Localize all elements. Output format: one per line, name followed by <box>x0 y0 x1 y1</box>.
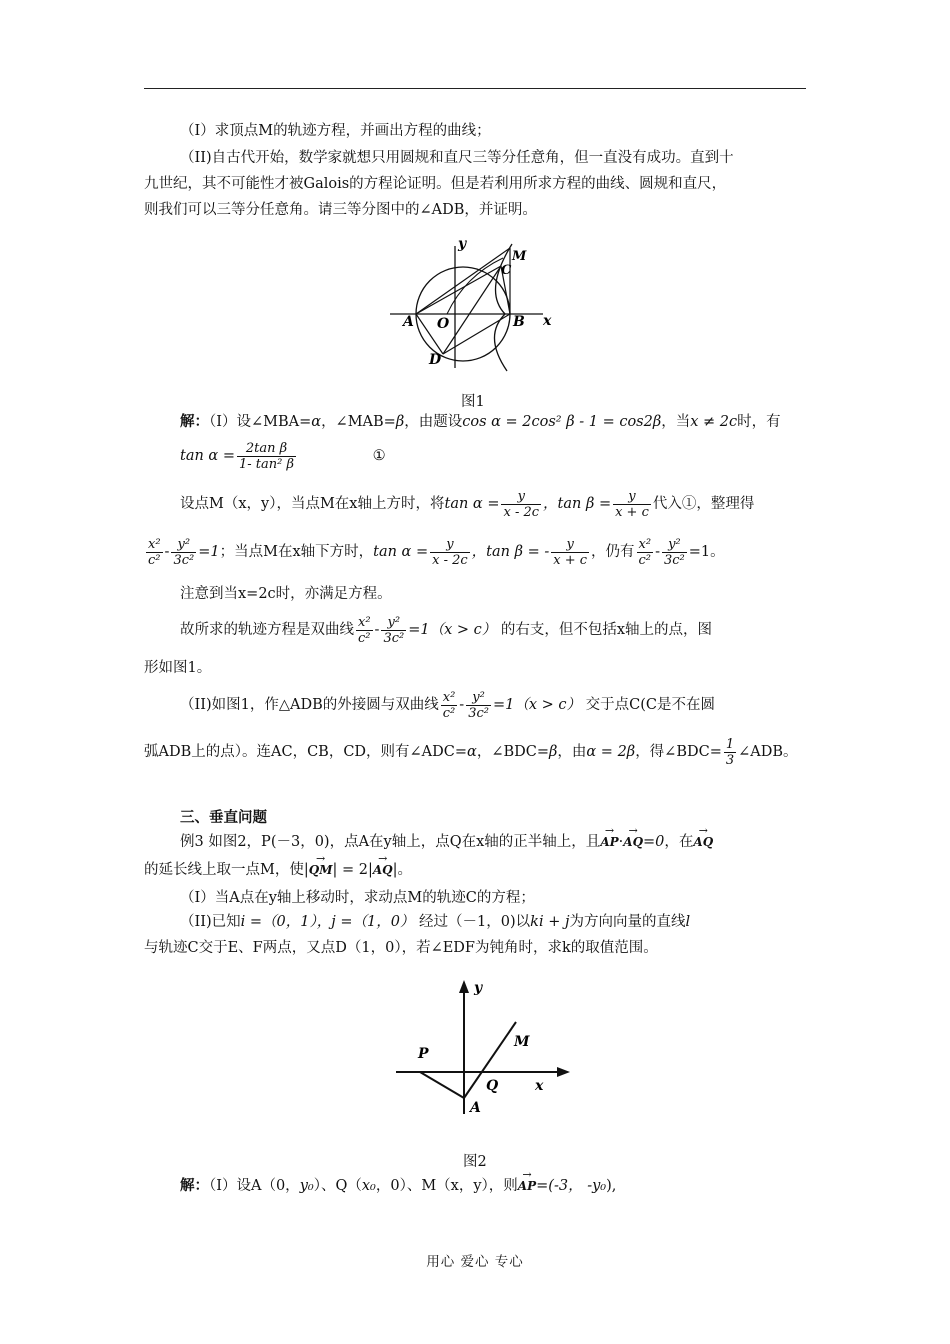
fig2-x-arrow <box>557 1067 570 1077</box>
fig1-label-B: B <box>513 314 525 330</box>
example3-line1: 例3 如图2，P(－3，0)，点A在y轴上，点Q在x轴的正半轴上，且→ AP·→ AQ=0，在→ AQ <box>180 832 713 852</box>
fig2-label-P: P <box>418 1046 429 1062</box>
fig2-label-M: M <box>514 1034 530 1050</box>
solution1-tan-formula: tan α = $\frac{\text{2tan β}}{\text{1- tan² β}}$ ① <box>180 440 386 472</box>
fig1-label-A: A <box>403 314 414 330</box>
section3-title: 三、垂直问题 <box>180 809 267 826</box>
example3-q1: （I）当A点在y轴上移动时，求动点M的轨迹C的方程； <box>180 890 535 906</box>
solution1-line8: （II)如图1，作△ADB的外接圆与双曲线 $\frac{\text{x²}}{\text{c²}}$ - $\frac{\text{y²}}{\text{3c²}}$ =1（x > c） 交于点C(C是不在圆 <box>180 689 715 721</box>
figure1-diagram <box>385 236 565 372</box>
fig1-line-BD <box>443 314 510 354</box>
problem-part2-line1: （II)自古代开始，数学家就想只用圆规和直尺三等分任意角，但一直没有成功。直到十 <box>180 150 734 166</box>
fig2-label-y: y <box>474 980 483 996</box>
figure1-caption: 图1 <box>461 394 485 410</box>
fig2-label-x: x <box>535 1078 544 1094</box>
solution1-line9: 弧ADB上的点）。连AC，CB，CD，则有∠ADC=α，∠BDC=β，由α = 2β，得∠BDC= $\frac{1}{3}$ ∠ADB。 <box>144 736 798 768</box>
header-rule <box>144 88 806 89</box>
solution2-line1: 解：（I）设A（0，y₀）、Q（x₀，0）、M（x，y），则→ AP=(-3， -y₀), <box>180 1176 616 1196</box>
fig2-label-Q: Q <box>486 1078 499 1094</box>
solution1-line1: 解：（I）设∠MBA=α，∠MAB=β，由题设cos α = 2cos² β - 1 = cos2β，当x ≠ 2c时，有 <box>180 413 781 430</box>
fig1-label-O: O <box>437 316 450 332</box>
fig2-label-A: A <box>470 1100 481 1116</box>
figure2-caption: 图2 <box>463 1154 487 1170</box>
example3-q2-line1: （II)已知i =（0，1），j =（1，0） 经过（－1，0)以ki + j为方向向量的直线l <box>180 914 691 930</box>
solution1-line4: $\frac{\text{x²}}{\text{c²}}$ - $\frac{\text{y²}}{\text{3c²}}$ =1；当点M在x轴下方时，tan α = $\frac{y}{x - 2c}$ ，tan β = - $\frac{y}{x + c}$ ，仍有 $\frac{\text{x²}}{\text{c²}}$ - $\frac{\text{y²}}{\text{3c²}}$ =1。 <box>148 536 725 568</box>
fig1-label-y: y <box>458 236 467 252</box>
example3-q2-line2: 与轨迹C交于E、F两点，又点D（1，0），若∠EDF为钝角时，求k的取值范围。 <box>144 940 658 956</box>
figure2-diagram <box>392 978 572 1118</box>
problem-part2-line2: 九世纪，其不可能性才被Galois的方程论证明。但是若利用所求方程的曲线、圆规和直尺， <box>144 176 727 192</box>
fig1-label-x: x <box>543 313 552 329</box>
solution1-label: 解： <box>180 413 209 430</box>
solution1-line3: 设点M（x，y），当点M在x轴上方时，将tan α = $\frac{y}{x - 2c}$ ，tan β = $\frac{y}{x + c}$ 代入①，整理得 <box>180 488 755 520</box>
problem-part1: （I）求顶点M的轨迹方程，并画出方程的曲线； <box>180 123 491 139</box>
problem-part2-line3: 则我们可以三等分任意角。请三等分图中的∠ADB，并证明。 <box>144 202 537 218</box>
fig1-label-D: D <box>429 352 442 368</box>
fig1-line-AC <box>416 266 501 314</box>
fig2-line-PA <box>420 1072 464 1098</box>
example3-line2: 的延长线上取一点M，使|→ QM| = 2|→ AQ|。 <box>144 860 412 880</box>
fig1-label-C: C <box>501 263 512 278</box>
solution1-line5: 注意到当x=2c时，亦满足方程。 <box>180 586 392 602</box>
fig1-label-M: M <box>512 249 527 264</box>
page-footer: 用心 爱心 专心 <box>426 1254 524 1270</box>
solution1-line6: 故所求的轨迹方程是双曲线 $\frac{\text{x²}}{\text{c²}}$ - $\frac{\text{y²}}{\text{3c²}}$ =1（x > c） 的右支，但不包括x轴上的点，图 <box>180 614 713 646</box>
circled-one: ① <box>372 448 386 464</box>
fig2-y-arrow <box>459 980 469 993</box>
solution1-line7: 形如图1。 <box>144 660 212 676</box>
